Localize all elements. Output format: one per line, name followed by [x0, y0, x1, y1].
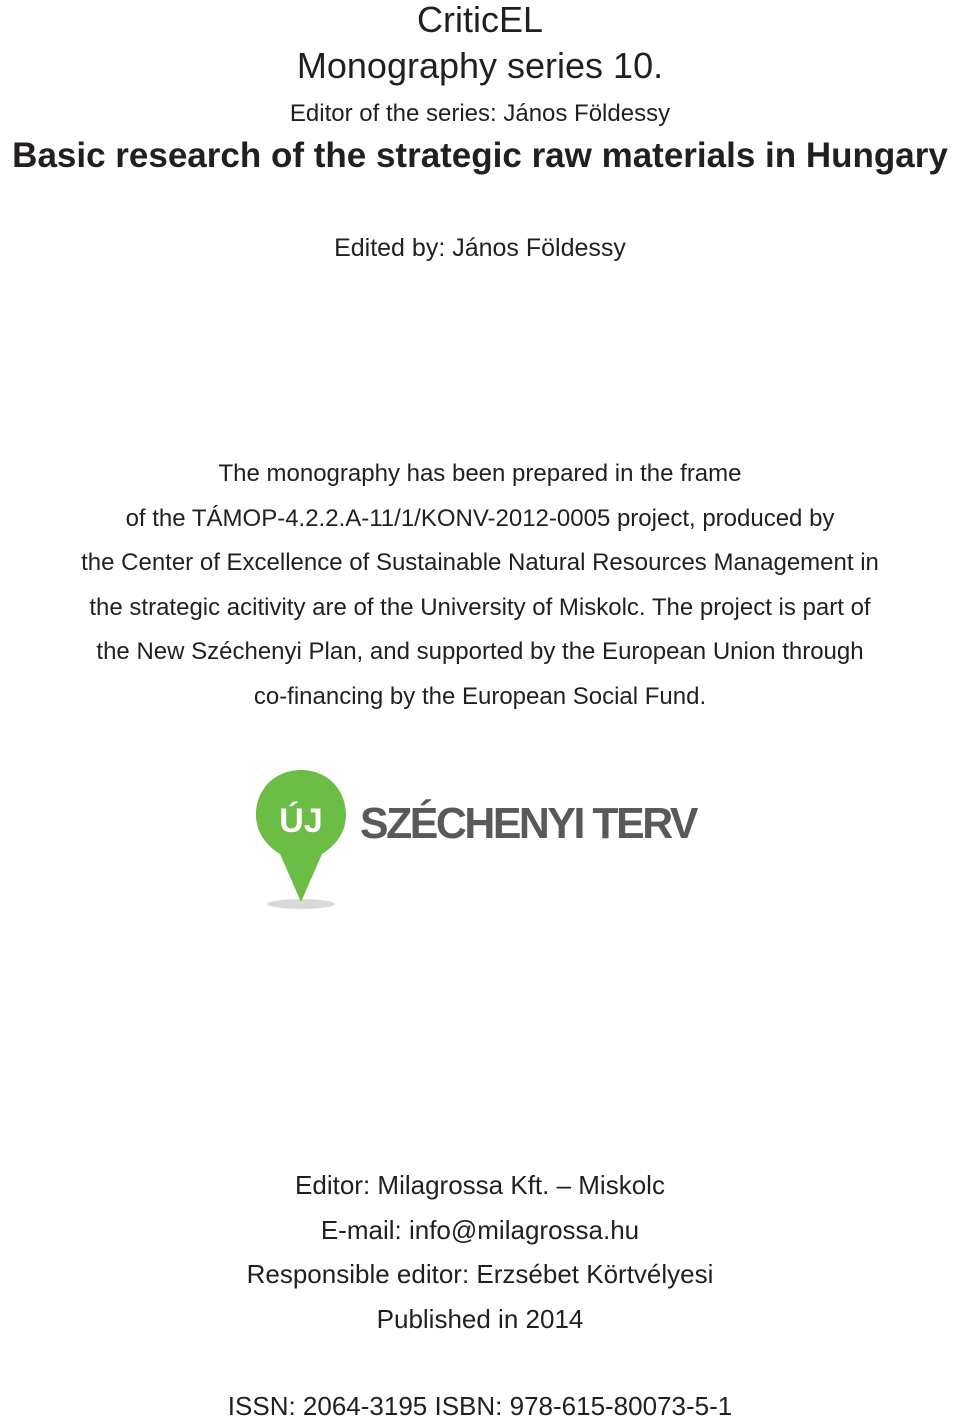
series-editor: Editor of the series: János Földessy [289, 100, 671, 127]
funding-notice-line: The monography has been prepared in the frame [218, 460, 742, 487]
imprint-published: Published in 2014 [376, 1303, 584, 1334]
book-title: Basic research of the strategic raw materials in Hungary [12, 136, 948, 175]
edited-by: Edited by: János Földessy [334, 234, 626, 262]
funding-notice-line: the New Széchenyi Plan, and supported by the European Union through [96, 638, 864, 665]
funding-notice-line: the Center of Excellence of Sustainable Natural Resources Management in [81, 549, 879, 576]
logo-graphic [254, 768, 714, 913]
imprint-responsible-editor: Responsible editor: Erzsébet Körtvélyesi [246, 1259, 714, 1289]
funding-notice-line: co-financing by the European Social Fund. [253, 682, 707, 710]
badge-text: ÚJ [279, 802, 323, 840]
issn-isbn: ISSN: 2064-3195 ISBN: 978-615-80073-5-1 [227, 1391, 733, 1421]
logo-wordmark: SZÉCHENYI TERV [360, 799, 706, 848]
imprint-email: E-mail: info@milagrossa.hu [320, 1214, 640, 1245]
imprint-editor: Editor: Milagrossa Kft. – Miskolc [295, 1170, 665, 1200]
imprint [0, 1163, 960, 1341]
funding-notice-line: of the TÁMOP-4.2.2.A-11/1/KONV-2012-0005 project, produced by [125, 504, 835, 532]
series-name: CriticEL [416, 0, 544, 40]
series-number: Monography series 10. [296, 45, 664, 86]
uj-szechenyi-terv-logo [254, 768, 714, 913]
funding-notice-line: the strategic acitivity are of the University of Miskolc. The project is part of [89, 593, 871, 621]
funding-notice [0, 452, 960, 719]
